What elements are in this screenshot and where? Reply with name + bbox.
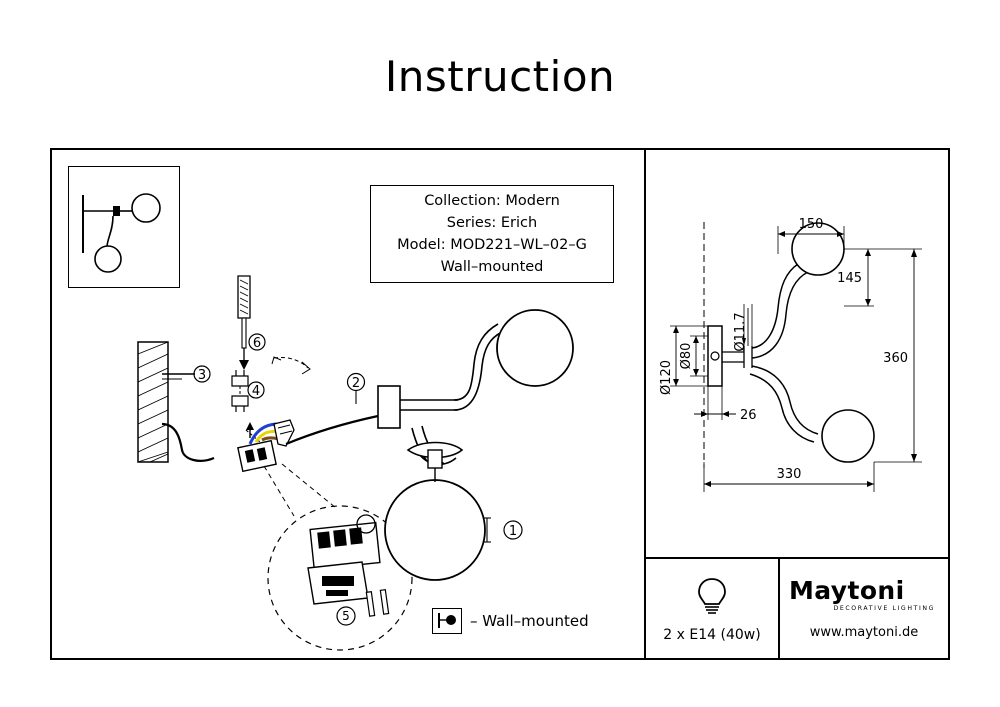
step-label-3: 3 [197,368,207,383]
dim-base-inner-diameter: Ø80 [679,342,694,370]
legend-text: – Wall–mounted [470,612,589,630]
step-callout-2 [348,374,365,405]
brand-block [778,557,950,660]
dim-base-outer-diameter: Ø120 [659,360,674,396]
dim-base-depth: 26 [740,408,757,423]
assembly-diagram [50,148,646,660]
technical-dimension-drawing [646,148,950,557]
collection-line: Collection: Modern [424,192,560,209]
legend [432,608,589,634]
step-label-6: 6 [252,336,262,351]
series-line: Series: Erich [446,214,538,231]
page-title: Instruction [384,52,616,101]
dim-total-width: 330 [776,467,802,482]
step-callout-1 [483,518,522,542]
step-label-1: 1 [508,524,518,539]
brand-name: Maytoni [789,575,905,605]
wall-hatching [138,342,168,462]
wall-screw-detail [162,366,210,383]
dim-rod-diameter: Ø11.7 [733,312,748,352]
bulb-spec-label: 2 x E14 (40w) [663,626,761,643]
mount-line: Wall–mounted [440,258,544,275]
step-label-4: 4 [251,384,261,399]
dim-width-top: 150 [798,217,824,232]
bulb-spec-block [646,557,778,660]
brand-tagline: DECORATIVE LIGHTING [833,604,935,612]
step-label-2: 2 [351,376,361,391]
wall-mount-icon [432,608,462,634]
brand-url: www.maytoni.de [809,624,919,640]
step-label-5: 5 [342,609,350,623]
screwdriver-tool [238,276,265,370]
dim-height-arm: 145 [837,271,862,286]
light-bulb-icon [695,575,729,617]
dim-total-height: 360 [883,351,908,366]
model-line: Model: MOD221–WL–02–G [397,236,587,253]
brand-logo [789,575,939,612]
terminal-block [238,420,294,471]
